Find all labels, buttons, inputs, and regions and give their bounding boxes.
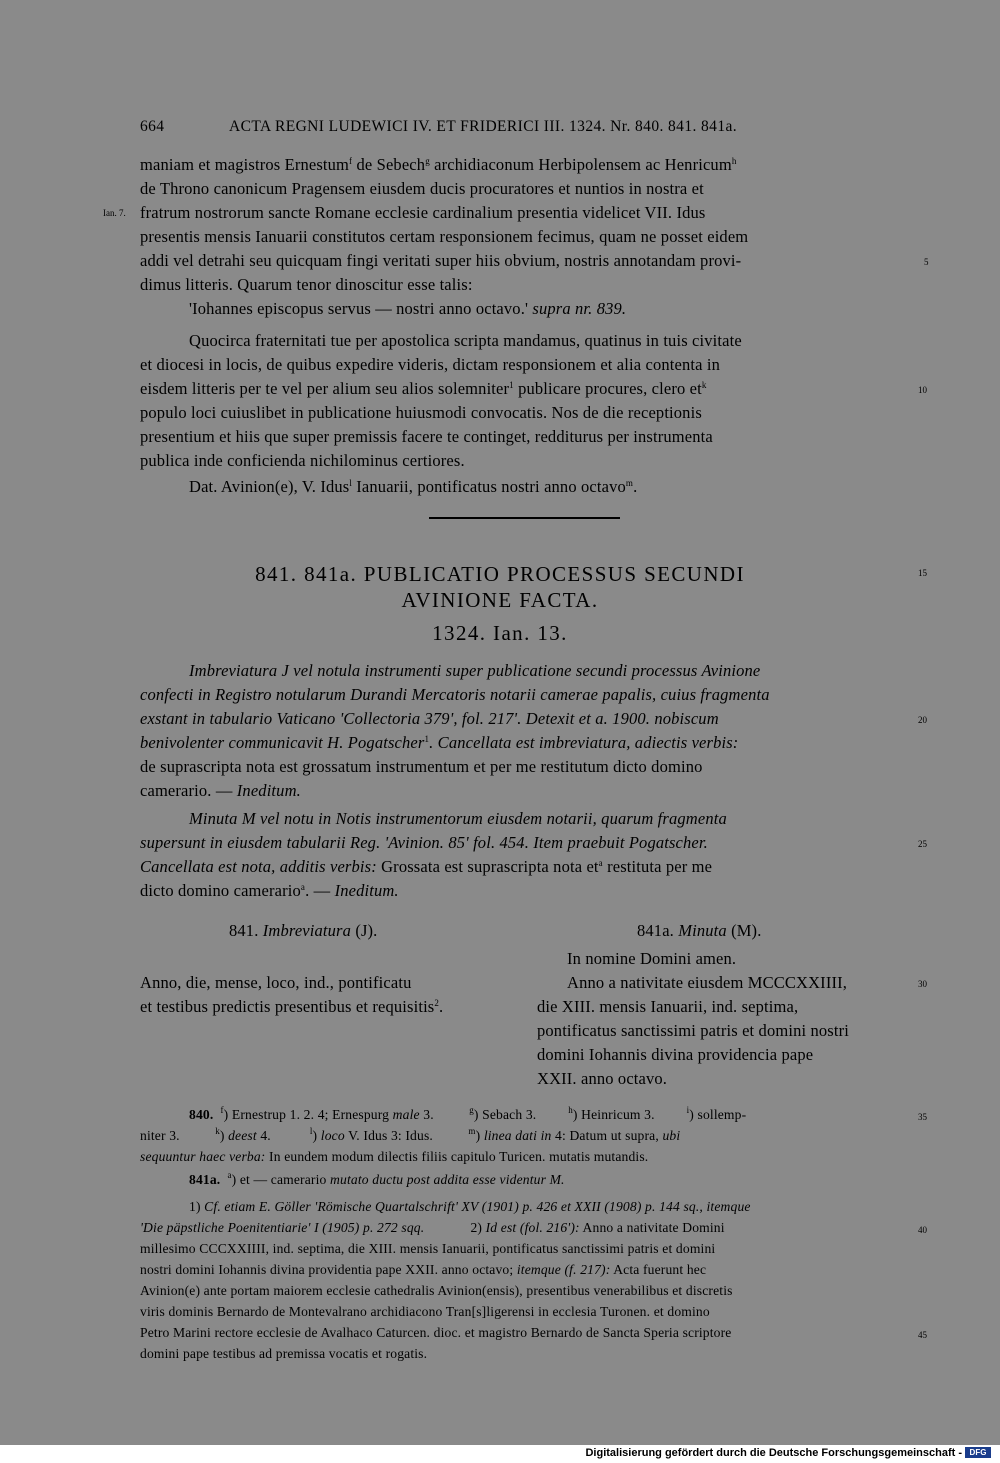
footnote-line: nostri domini Iohannis divina providentia pape XXII. anno octavo; itemque (f. 217): Acta fuerunt hec <box>140 1262 707 1277</box>
apparatus-line: niter 3. $^k$) deest 4. $^l$) loco V. Idus 3: Idus. $^m$) linea dati in 4: Datum ut supra, ubi <box>140 1126 681 1143</box>
page-number: 664 <box>140 118 165 135</box>
intro-line: de suprascripta nota est grossatum instrumentum et per me restitutum dicto domino <box>140 757 703 776</box>
line-number: 25 <box>918 839 927 849</box>
line-number: 40 <box>918 1225 927 1235</box>
intro-line: camerario. — Ineditum. <box>140 781 301 800</box>
line-number: 10 <box>918 385 927 395</box>
column-heading-right: 841a. Minuta (M). <box>637 921 762 940</box>
text-line: populo loci cuiuslibet in publicatione huiusmodi convocatis. Nos de die receptionis <box>140 403 702 422</box>
intro-line: supersunt in eiusdem tabularii Reg. 'Avinion. 85' fol. 454. Item praebuit Pogatscher. <box>140 833 708 852</box>
intro-line: dicto domino camerario$^a$. — Ineditum. <box>140 881 399 900</box>
text-line: Quocirca fraternitati tue per apostolica scripta mandamus, quatinus in tuis civitate <box>189 331 742 350</box>
dfg-logo-icon[interactable]: DFG <box>965 1447 991 1458</box>
text-line: maniam et magistros Ernestum$^f$ de Sebech$^g$ archidiaconum Herbipolensem ac Henricum$^h$ <box>140 155 737 174</box>
footnote-line: 'Die päpstliche Poenitentiarie' I (1905) p. 272 sqq. 2) Id est (fol. 216'): Anno a nativitate Domini <box>140 1220 725 1235</box>
text-line: addi vel detrahi seu quicquam fingi veritati super hiis obvium, nostris annotandam provi- <box>140 251 742 270</box>
footnote-line: domini pape testibus ad premissa vocatis et rogatis. <box>140 1346 428 1361</box>
right-column-line: pontificatus sanctissimi patris et domini nostri <box>537 1021 849 1040</box>
margin-date: Ian. 7. <box>103 208 126 218</box>
footnote-line: 1) Cf. etiam E. Göller 'Römische Quartalschrift' XV (1901) p. 426 et XXII (1908) p. 144 sq., itemque <box>189 1199 751 1214</box>
section-divider <box>429 517 620 519</box>
footnote-line: millesimo CCCXXIIII, ind. septima, die XIII. mensis Ianuarii, pontificatus sanctissimi patris et domini <box>140 1241 716 1256</box>
right-column-line: domini Iohannis divina providencia pape <box>537 1045 814 1064</box>
footnote-line: viris dominis Bernardo de Montevalrano archidiacono Tran[s]ligerensi in ecclesia Turonen. et domino <box>140 1304 710 1319</box>
intro-line: Imbreviatura J vel notula instrumenti super publicatione secundi processus Avinione <box>189 661 761 680</box>
line-number: 5 <box>924 257 929 267</box>
section-date: 1324. Ian. 13. <box>432 621 568 645</box>
text-line: dimus litteris. Quarum tenor dinoscitur esse talis: <box>140 275 473 294</box>
intro-line: confecti in Registro notularum Durandi Mercatoris notarii camerae papalis, cuius fragmenta <box>140 685 770 704</box>
apparatus-line: 841a. $^a$) et — camerario mutato ductu post addita esse videntur M. <box>189 1170 565 1187</box>
column-heading-left: 841. Imbreviatura (J). <box>229 921 378 940</box>
footnote-line: Petro Marini rectore ecclesie de Avalhaco Caturcen. dioc. et magistro Bernardo de Sancta Speria scriptore <box>140 1325 732 1340</box>
line-number: 35 <box>918 1112 927 1122</box>
section-title-line2: AVINIONE FACTA. <box>401 588 599 612</box>
text-line: eisdem litteris per te vel per alium seu alios solemniter$^1$ publicare procures, clero $et^k$ <box>140 379 707 398</box>
text-line: fratrum nostrorum sancte Romane ecclesie cardinalium presentia videlicet VII. Idus <box>140 203 706 222</box>
line-number: 45 <box>918 1330 927 1340</box>
line-number: 20 <box>918 715 927 725</box>
intro-line: benivolenter communicavit H. Pogatscher$^1$. Cancellata est imbreviatura, adiectis verbis: <box>140 733 739 752</box>
section-title: 841. 841a. PUBLICATIO PROCESSUS SECUNDI <box>255 562 745 586</box>
text-line: publica inde conficienda nichilominus certiores. <box>140 451 465 470</box>
right-column-line: Anno a nativitate eiusdem MCCCXXIIII, <box>567 973 848 992</box>
text-line: de Throno canonicum Pragensem eiusdem ducis procuratores et nuntios in nostra et <box>140 179 704 198</box>
line-number: 15 <box>918 568 927 578</box>
text-line: et diocesi in locis, de quibus expedire videris, dictam responsionem et alia contenta in <box>140 355 721 374</box>
right-column-line: XXII. anno octavo. <box>537 1069 668 1088</box>
right-column-line: In nomine Domini amen. <box>567 949 737 968</box>
running-title: ACTA REGNI LUDEWICI IV. ET FRIDERICI III. 1324. Nr. 840. 841. 841a. <box>229 118 738 135</box>
text-line: presentium et hiis que super premissis facere te continget, redditurus per instrumenta <box>140 427 713 446</box>
text-line: Dat. Avinion(e), V. Idus$^l$ Ianuarii, pontificatus nostri anno octavo$^m$. <box>189 477 638 496</box>
text-line: 'Iohannes episcopus servus — nostri anno octavo.' supra nr. 839. <box>189 299 627 318</box>
left-column-line: Anno, die, mense, loco, ind., pontificatu <box>140 973 412 992</box>
intro-line: Minuta M vel notu in Notis instrumentorum eiusdem notarii, quarum fragmenta <box>189 809 727 828</box>
apparatus-line: sequuntur haec verba: In eundem modum dilectis filiis capitulo Turicen. mutatis mutandis. <box>140 1149 649 1164</box>
right-column-line: die XIII. mensis Ianuarii, ind. septima, <box>537 997 799 1016</box>
funding-notice: Digitalisierung gefördert durch die Deutsche Forschungsgemeinschaft - <box>585 1447 962 1459</box>
left-column-line: et testibus predictis presentibus et requisitis$^2$. <box>140 997 444 1016</box>
footnote-line: Avinion(e) ante portam maiorem ecclesie cathedralis Avinion(ensis), presentibus venerabilibus et discretis <box>140 1283 733 1298</box>
line-number: 30 <box>918 979 927 989</box>
intro-line: exstant in tabulario Vaticano 'Collectoria 379', fol. 217'. Detexit et a. 1900. nobiscum <box>140 709 719 728</box>
text-line: presentis mensis Ianuarii constitutos certam responsionem fecimus, quam ne posset eidem <box>140 227 749 246</box>
apparatus-line: 840. $^f$) Ernestrup 1. 2. 4; Ernespurg male 3. $^g$) Sebach 3. $^h$) Heinricum 3. $^i$) sollemp- <box>189 1105 747 1122</box>
intro-line: Cancellata est nota, additis verbis: Grossata est suprascripta nota $et^a$ restituta per me <box>140 857 713 876</box>
